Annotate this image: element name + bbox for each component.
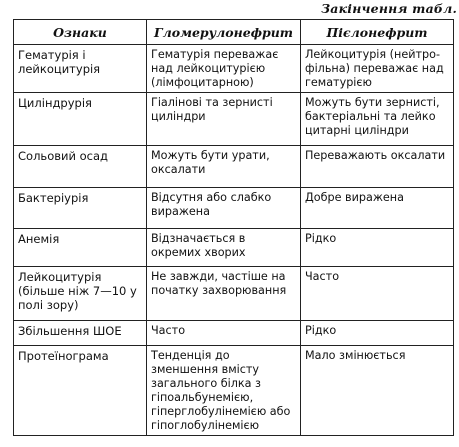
table-row: [14, 346, 454, 436]
row-sign-cell: Анемія: [14, 229, 147, 267]
header-signs: Ознаки: [14, 20, 147, 45]
row-glomerulonephritis-cell: Можуть бути урати, оксалати: [147, 146, 301, 188]
row-glomerulonephritis-cell: Тенденція до зменшення вмісту загального білка з гіпоальбунемією, гіперглобулінемією або гіпоглобулінемією: [147, 346, 301, 436]
row-sign-cell: Бактеріурія: [14, 188, 147, 229]
row-glomerulonephritis-cell: Відсутня або слабко виражена: [147, 188, 301, 229]
row-sign-cell: Циліндрурія: [14, 93, 147, 146]
table-row: [14, 267, 454, 321]
row-pyelonephritis-cell: Рідко: [301, 321, 454, 346]
row-glomerulonephritis-cell: Гематурія переважає над лейкоцитурією (лімфоцитарною): [147, 45, 301, 93]
table-row: [14, 45, 454, 93]
row-pyelonephritis-cell: Часто: [301, 267, 454, 321]
table-continuation-caption: Закінчення табл.: [321, 1, 457, 16]
row-glomerulonephritis-cell: Відзначається в окремих хворих: [147, 229, 301, 267]
row-pyelonephritis-cell: Рідко: [301, 229, 454, 267]
row-sign-cell: Протеїнограма: [14, 346, 147, 436]
row-pyelonephritis-cell: Добре виражена: [301, 188, 454, 229]
row-pyelonephritis-cell: Можуть бути зернисті, бактеріальні та лейко цитарні циліндри: [301, 93, 454, 146]
table-row: [14, 229, 454, 267]
table-body: [14, 45, 454, 436]
row-pyelonephritis-cell: Переважають оксалати: [301, 146, 454, 188]
row-pyelonephritis-cell: Мало змінюється: [301, 346, 454, 436]
row-sign-cell: Сольовий осад: [14, 146, 147, 188]
row-glomerulonephritis-cell: Часто: [147, 321, 301, 346]
row-sign-cell: Гематурія і лейкоцитурія: [14, 45, 147, 93]
header-row: [14, 20, 454, 45]
table-row: [14, 321, 454, 346]
comparison-table: [13, 19, 454, 436]
header-pyelonephritis: Пієлонефрит: [301, 20, 454, 45]
table-header: [14, 20, 454, 45]
row-sign-cell: Лейкоцитурія (більше ніж 7—10 у полі зору): [14, 267, 147, 321]
row-glomerulonephritis-cell: Не завжди, частіше на початку захворювання: [147, 267, 301, 321]
row-pyelonephritis-cell: Лейкоцитурія (нейтро-фільна) переважає над гематурією: [301, 45, 454, 93]
table-row: [14, 188, 454, 229]
row-glomerulonephritis-cell: Гіалінові та зернисті циліндри: [147, 93, 301, 146]
table-row: [14, 93, 454, 146]
row-sign-cell: Збільшення ШОЕ: [14, 321, 147, 346]
table-row: [14, 146, 454, 188]
header-glomerulonephritis: Гломерулонефрит: [147, 20, 301, 45]
